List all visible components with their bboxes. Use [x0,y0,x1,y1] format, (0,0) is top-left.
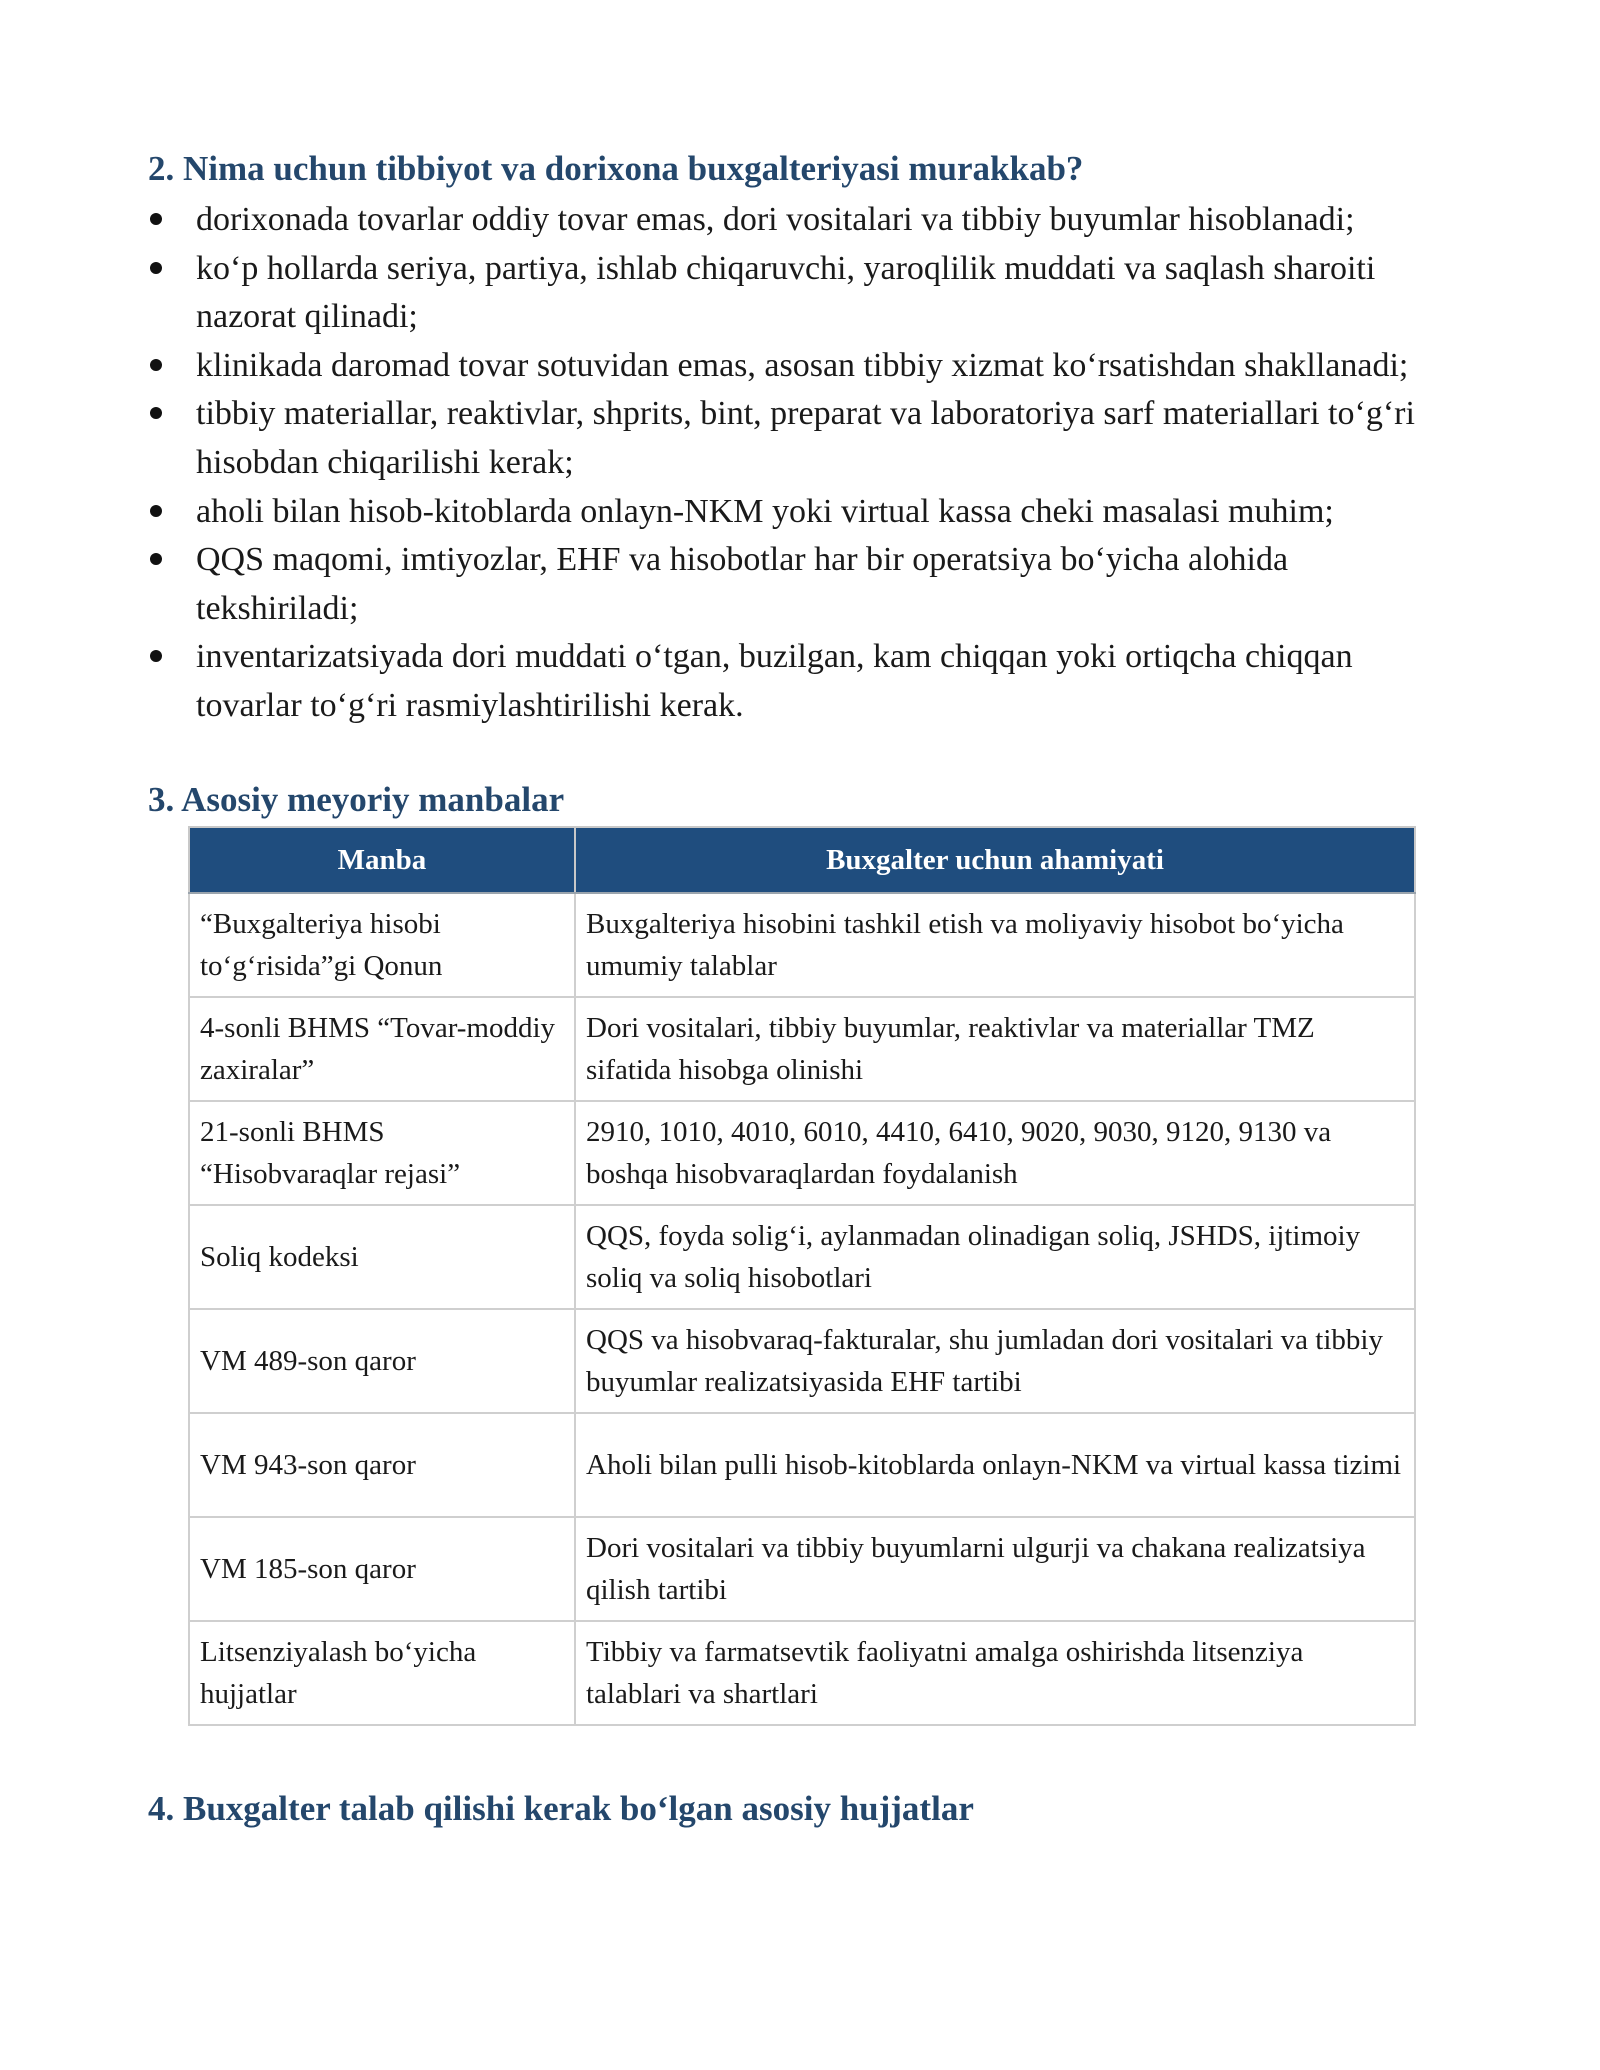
table-row [189,1413,1415,1517]
bullet-item [148,536,1448,633]
importance-cell: 2910, 1010, 4010, 6010, 4410, 6410, 9020, 9030, 9120, 9130 va boshqa hisobvaraqlardan foydalanish [575,1101,1415,1205]
bullet-dot-icon [150,359,162,371]
bullet-dot-icon [150,407,162,419]
table-row [189,1101,1415,1205]
bullet-item [148,196,1448,245]
table-row [189,1205,1415,1309]
bullet-item [148,488,1448,537]
source-cell: Soliq kodeksi [189,1205,575,1309]
bullet-item [148,245,1448,342]
bullet-text: klinikada daromad tovar sotuvidan emas, asosan tibbiy xizmat ko‘rsatishdan shakllanadi; [196,346,1409,384]
section-4-heading: 4. Buxgalter talab qilishi kerak bo‘lgan asosiy hujjatlar [148,1789,974,1828]
bullet-dot-icon [150,213,162,225]
table-row [189,893,1415,997]
importance-cell: Dori vositalari va tibbiy buyumlarni ulgurji va chakana realizatsiya qilish tartibi [575,1517,1415,1621]
bullet-dot-icon [150,262,162,274]
bullet-text: tibbiy materiallar, reaktivlar, shprits, bint, preparat va laboratoriya sarf materiallari to‘g‘ri hisobdan chiqarilishi kerak; [196,395,1415,481]
table-row [189,1309,1415,1413]
importance-cell: Dori vositalari, tibbiy buyumlar, reaktivlar va materiallar TMZ sifatida hisobga olinishi [575,997,1415,1101]
table-row [189,997,1415,1101]
importance-cell: Aholi bilan pulli hisob-kitoblarda onlayn-NKM va virtual kassa tizimi [575,1413,1415,1517]
bullet-item [148,633,1448,730]
importance-cell: Tibbiy va farmatsevtik faoliyatni amalga oshirishda litsenziya talablari va shartlari [575,1621,1415,1725]
bullet-text: aholi bilan hisob-kitoblarda onlayn-NKM yoki virtual kassa cheki masalasi muhim; [196,492,1334,530]
source-cell: VM 185-son qaror [189,1517,575,1621]
section-2-heading: 2. Nima uchun tibbiyot va dorixona buxgalteriyasi murakkab? [148,149,1084,188]
bullet-dot-icon [150,553,162,565]
source-cell: VM 489-son qaror [189,1309,575,1413]
column-header-source: Manba [189,827,575,893]
importance-cell: QQS, foyda solig‘i, aylanmadan olinadigan soliq, JSHDS, ijtimoiy soliq va soliq hisobotlari [575,1205,1415,1309]
bullet-item [148,342,1448,391]
importance-cell: Buxgalteriya hisobini tashkil etish va moliyaviy hisobot bo‘yicha umumiy talablar [575,893,1415,997]
source-cell: 21-sonli BHMS “Hisobvaraqlar rejasi” [189,1101,575,1205]
source-cell: “Buxgalteriya hisobi to‘g‘risida”gi Qonun [189,893,575,997]
bullet-text: inventarizatsiyada dori muddati o‘tgan, buzilgan, kam chiqqan yoki ortiqcha chiqqan tovarlar to‘g‘ri rasmiylashtirilishi kerak. [196,638,1353,724]
bullet-dot-icon [150,650,162,662]
bullet-text: QQS maqomi, imtiyozlar, EHF va hisobotlar har bir operatsiya bo‘yicha alohida tekshiriladi; [196,541,1289,627]
importance-cell: QQS va hisobvaraq-fakturalar, shu jumladan dori vositalari va tibbiy buyumlar realizatsiyasida EHF tartibi [575,1309,1415,1413]
complexity-bullet-list [148,196,1448,731]
source-cell: VM 943-son qaror [189,1413,575,1517]
source-cell: Litsenziyalash bo‘yicha hujjatlar [189,1621,575,1725]
bullet-text: dorixonada tovarlar oddiy tovar emas, dori vositalari va tibbiy buyumlar hisoblanadi; [196,201,1355,238]
bullet-item [148,390,1448,487]
bullet-text: ko‘p hollarda seriya, partiya, ishlab chiqaruvchi, yaroqlilik muddati va saqlash sharoiti nazorat qilinadi; [196,249,1376,336]
source-cell: 4-sonli BHMS “Tovar-moddiy zaxiralar” [189,997,575,1101]
column-header-importance: Buxgalter uchun ahamiyati [575,827,1415,893]
section-3-heading: 3. Asosiy meyoriy manbalar [148,780,565,819]
table-row [189,1517,1415,1621]
normative-sources-table [188,826,1416,1726]
bullet-dot-icon [150,505,162,517]
table-row [189,1621,1415,1725]
table-header-row [189,827,1415,893]
